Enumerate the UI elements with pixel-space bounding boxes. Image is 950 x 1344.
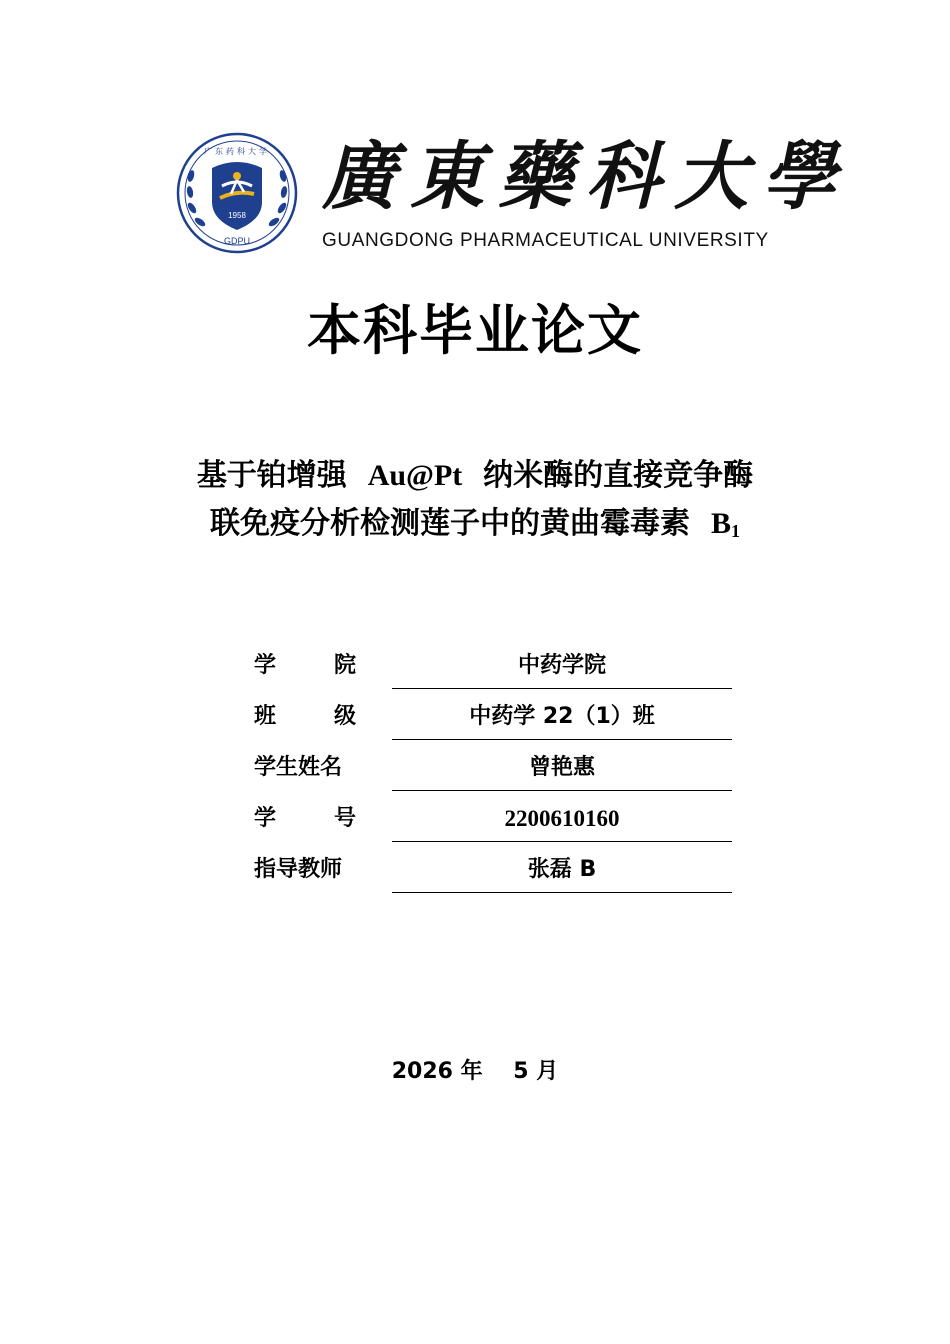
seal-top-text: 广东药科大学: [204, 147, 270, 156]
title-text: 纳米酶的直接竞争酶: [483, 458, 754, 493]
seal-abbr: GDPU: [223, 236, 251, 246]
info-row-college: [254, 640, 732, 691]
info-value-student-id: 2200610160: [392, 803, 732, 842]
student-info-table: [254, 640, 732, 895]
university-name-cn: 廣東藥科大學: [322, 134, 850, 220]
label-char: 院: [333, 653, 356, 678]
info-value-class: 中药学 22（1）班: [392, 701, 732, 740]
label-char: 学: [254, 653, 277, 678]
title-text-latin: Au@Pt: [367, 459, 463, 492]
info-row-student-id: [254, 793, 732, 844]
label-char: 级: [333, 704, 356, 729]
info-label-student-name: 学生姓名: [254, 755, 343, 780]
label-char: 号: [333, 806, 356, 831]
title-subscript: 1: [730, 521, 740, 541]
info-label-student-id: [254, 803, 356, 835]
university-logo: [176, 132, 850, 254]
info-value-student-name: 曾艳惠: [392, 752, 732, 791]
submission-date: 2026 年 5 月: [391, 1059, 559, 1084]
info-value-college: 中药学院: [392, 650, 732, 689]
title-text-latin: B: [710, 507, 731, 540]
university-seal-icon: [176, 132, 298, 254]
thesis-title: [0, 452, 950, 555]
title-text: 基于铂增强: [196, 458, 347, 493]
university-name-en: GUANGDONG PHARMACEUTICAL UNIVERSITY: [322, 230, 769, 251]
info-row-student-name: [254, 742, 732, 793]
label-char: 班: [254, 704, 277, 729]
info-row-advisor: [254, 844, 732, 895]
label-char: 学: [254, 806, 277, 831]
title-text: 联免疫分析检测莲子中的黄曲霉毒素: [210, 506, 691, 541]
thesis-title-line-2: [0, 500, 950, 555]
seal-year: 1958: [228, 211, 246, 220]
info-label-college: [254, 650, 356, 682]
info-label-advisor: 指导教师: [254, 857, 343, 882]
info-row-class: [254, 691, 732, 742]
document-type-heading: 本科毕业论文: [307, 299, 643, 362]
info-label-class: [254, 701, 356, 733]
thesis-title-line-1: [0, 452, 950, 500]
info-value-advisor: 张磊 B: [392, 854, 732, 893]
